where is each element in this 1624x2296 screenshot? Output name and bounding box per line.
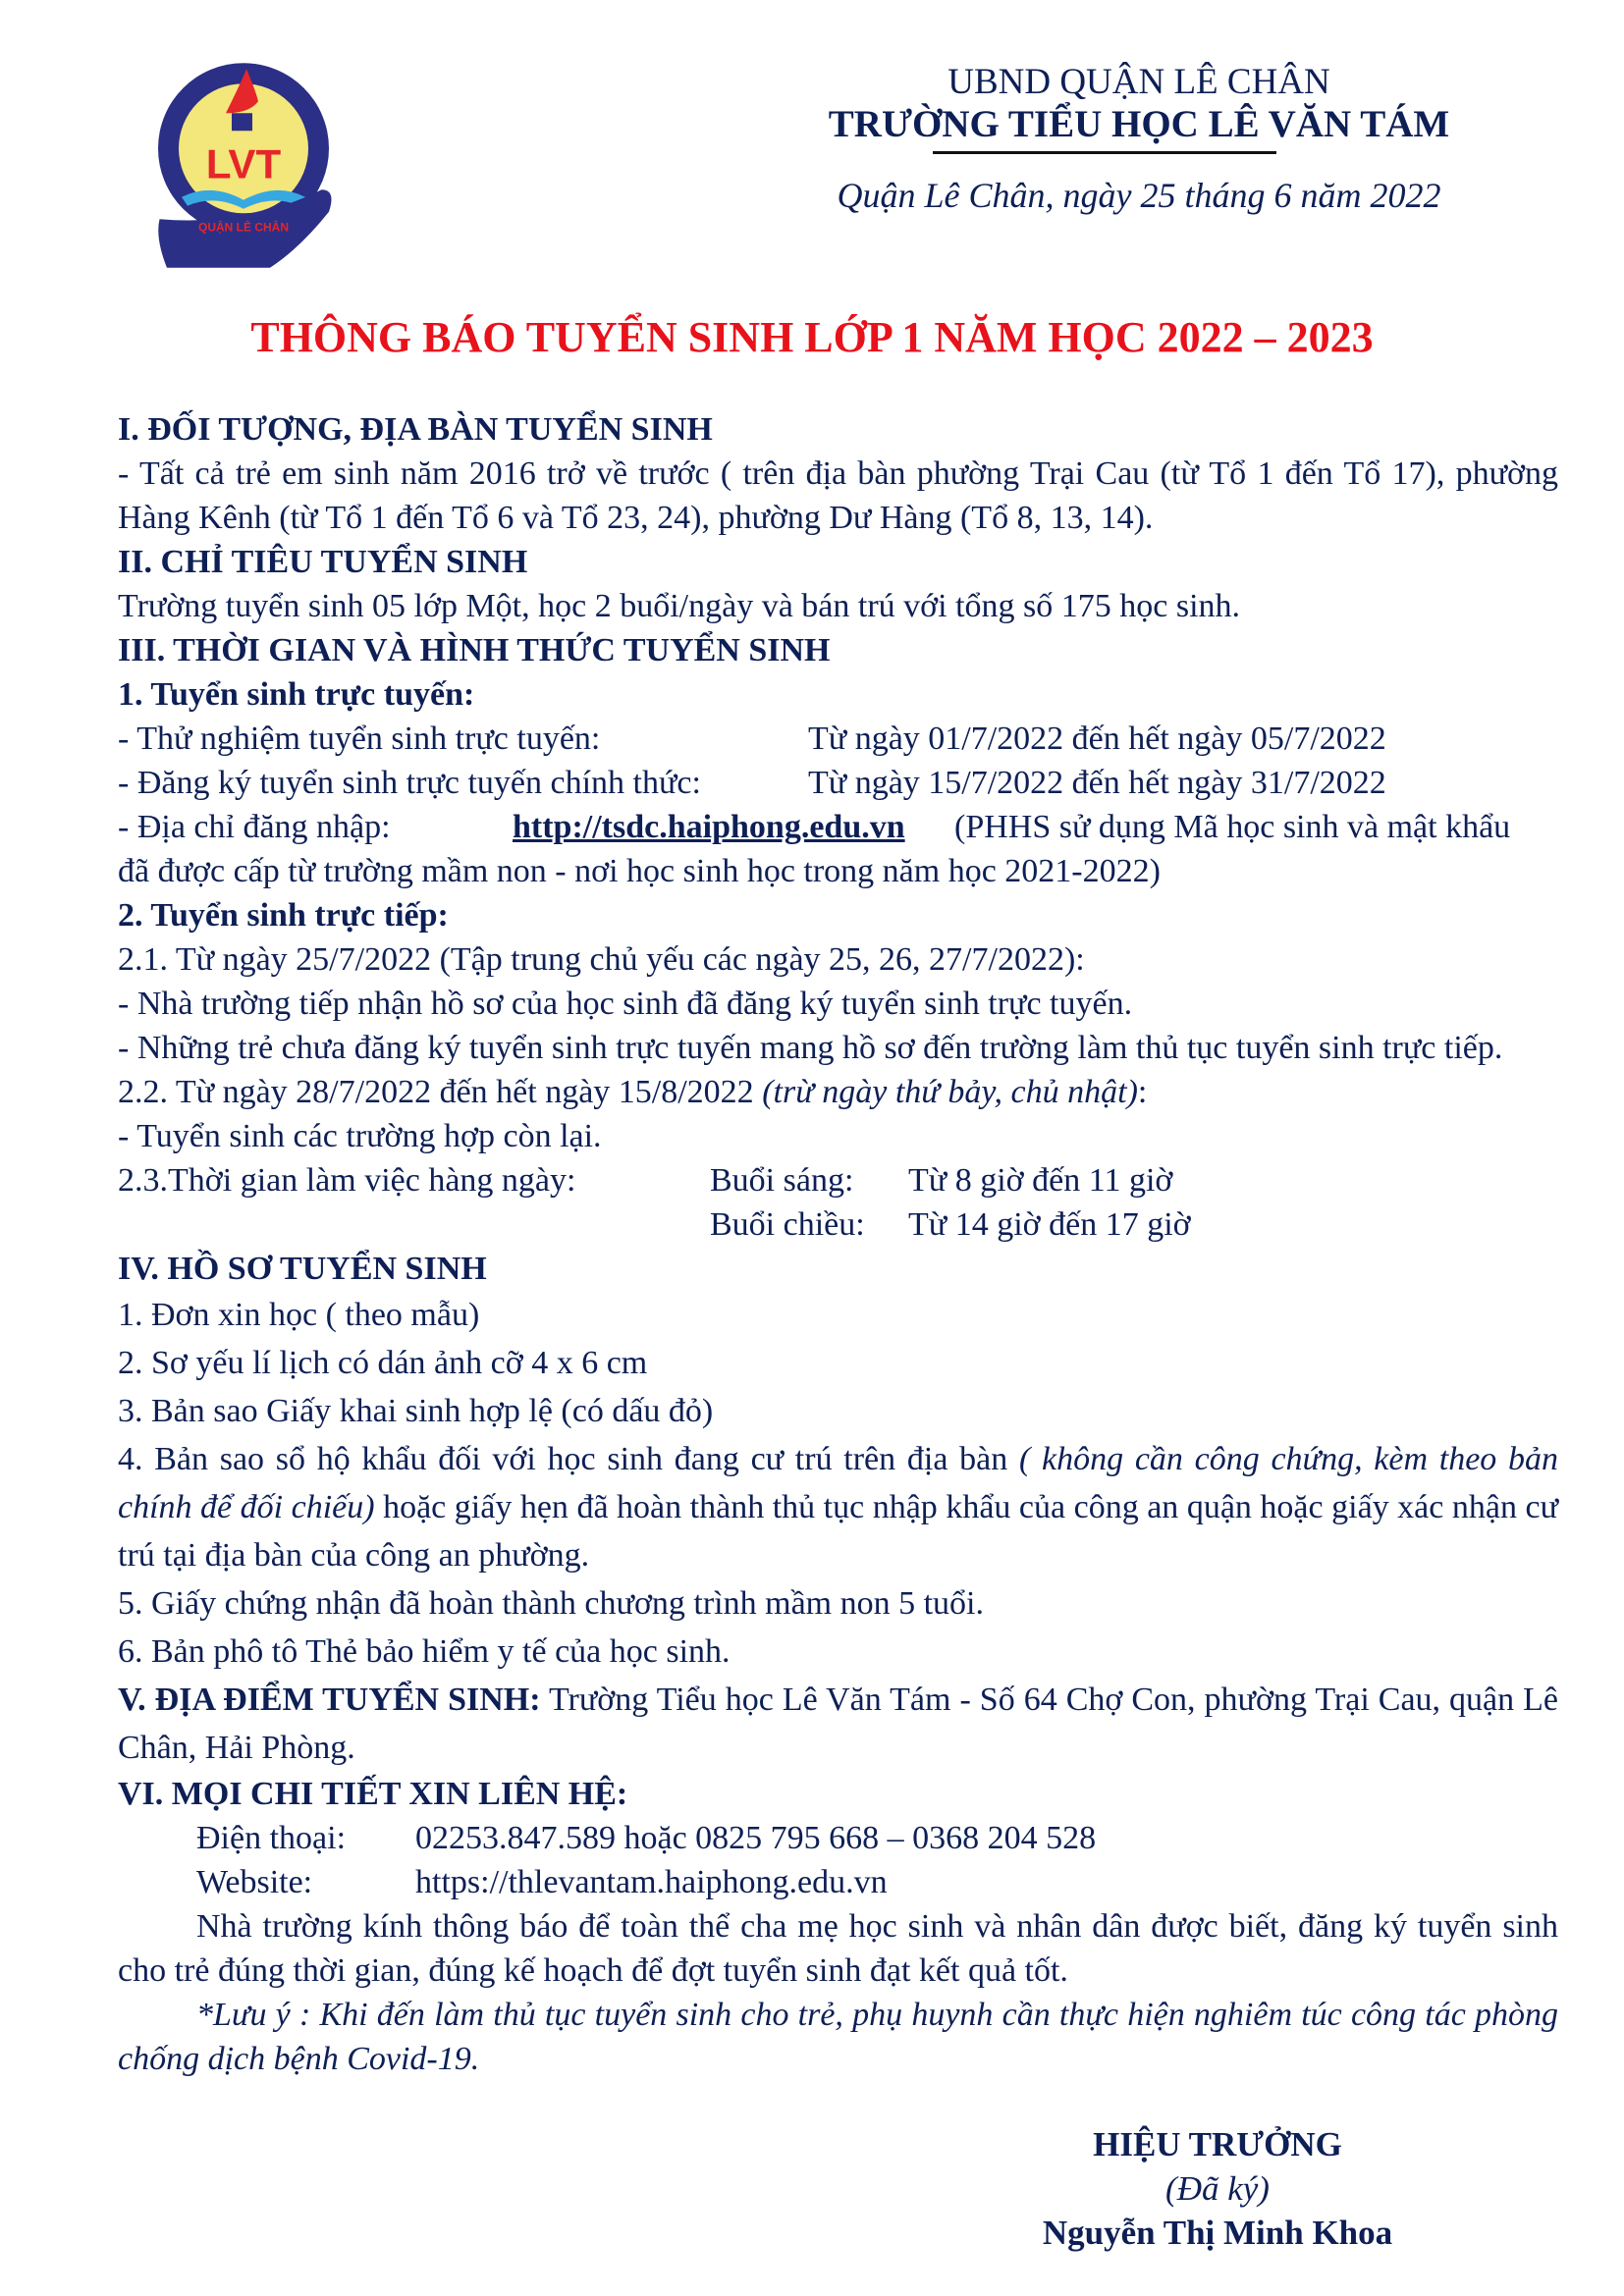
item-2-2-a: - Tuyển sinh các trường hợp còn lại. [118, 1118, 602, 1154]
covid-note: *Lưu ý : Khi đến làm thủ tục tuyển sinh cho trẻ, phụ huynh cần thực hiện nghiêm túc công tác phòng chống dịch bệnh Covid-19. [118, 1997, 1558, 2077]
website-row [118, 1860, 1558, 1904]
issuing-authority: UBND QUẬN LÊ CHÂN [947, 62, 1330, 102]
signature-block [923, 2122, 1512, 2255]
svg-text:QUẬN LÊ CHÂN: QUẬN LÊ CHÂN [198, 220, 289, 235]
login-url-link[interactable]: http://tsdc.haiphong.edu.vn [513, 809, 905, 845]
school-logo [137, 57, 358, 268]
section-4-heading: IV. HỒ SƠ TUYỂN SINH [118, 1251, 487, 1287]
hours-afternoon-row [118, 1202, 1558, 1247]
trial-row [118, 717, 1558, 761]
closing-paragraph: Nhà trường kính thông báo để toàn thể cha mẹ học sinh và nhân dân được biết, đăng ký tuyển sinh cho trẻ đúng thời gian, đúng kế hoạch để đợt tuyển sinh đạt kết quả tốt. [118, 1908, 1558, 1989]
online-heading: 1. Tuyển sinh trực tuyến: [118, 676, 475, 713]
morning-value: Từ 8 giờ đến 11 giờ [908, 1162, 1173, 1199]
login-note-cont: đã được cấp từ trường mầm non - nơi học sinh học trong năm học 2021-2022) [118, 853, 1161, 889]
login-row [118, 805, 1558, 849]
doc-item-1: 1. Đơn xin học ( theo mẫu) [118, 1297, 480, 1333]
signature-status: (Đã ký) [1165, 2169, 1270, 2208]
doc-item-4-note: ( không cần công chứng, kèm theo bản chính để đối chiếu) [118, 1441, 1559, 1525]
doc-item-6: 6. Bản phô tô Thẻ bảo hiểm y tế của học sinh. [118, 1633, 731, 1670]
svg-text:LVT: LVT [205, 140, 282, 187]
phone-label: Điện thoại: [196, 1820, 347, 1856]
item-2-1: 2.1. Từ ngày 25/7/2022 (Tập trung chủ yếu các ngày 25, 26, 27/7/2022): [118, 941, 1085, 978]
official-label: - Đăng ký tuyển sinh trực tuyến chính thức: [118, 765, 701, 801]
item-2-1-b: - Những trẻ chưa đăng ký tuyển sinh trực tuyến mang hồ sơ đến trường làm thủ tục tuyển sinh trực tiếp. [118, 1030, 1503, 1066]
document-title: THÔNG BÁO TUYỂN SINH LỚP 1 NĂM HỌC 2022 – 2023 [250, 313, 1374, 361]
school-name: TRƯỜNG TIỂU HỌC LÊ VĂN TÁM [828, 103, 1450, 145]
official-row [118, 761, 1558, 805]
afternoon-value: Từ 14 giờ đến 17 giờ [908, 1206, 1191, 1243]
signer-role: HIỆU TRƯỞNG [1093, 2125, 1342, 2163]
header-divider [933, 151, 1276, 154]
item-2-1-a: - Nhà trường tiếp nhận hồ sơ của học sinh đã đăng ký tuyển sinh trực tuyến. [118, 986, 1133, 1022]
section-5-text: Trường Tiểu học Lê Văn Tám - Số 64 Chợ Con, phường Trại Cau, quận Lê Chân, Hải Phòng. [118, 1682, 1558, 1766]
section-2-heading: II. CHỈ TIÊU TUYỂN SINH [118, 544, 528, 580]
trial-value: Từ ngày 01/7/2022 đến hết ngày 05/7/2022 [808, 721, 1386, 757]
document-body [118, 407, 1558, 2081]
doc-item-4-text: 4. Bản sao sổ hộ khẩu đối với học sinh đang cư trú trên địa bàn [118, 1441, 1008, 1477]
doc-item-5: 5. Giấy chứng nhận đã hoàn thành chương trình mầm non 5 tuổi. [118, 1585, 985, 1622]
morning-label: Buổi sáng: [710, 1162, 854, 1199]
afternoon-label: Buổi chiều: [710, 1206, 865, 1243]
item-2-2 [118, 1070, 1558, 1114]
section-6-heading: VI. MỌI CHI TIẾT XIN LIÊN HỆ: [118, 1776, 628, 1812]
signer-name: Nguyễn Thị Minh Khoa [1042, 2214, 1393, 2252]
login-label: - Địa chỉ đăng nhập: [118, 809, 391, 845]
official-value: Từ ngày 15/7/2022 đến hết ngày 31/7/2022 [808, 765, 1386, 801]
doc-item-4 [118, 1435, 1558, 1579]
hours-morning-row [118, 1158, 1558, 1202]
section-1-heading: I. ĐỐI TƯỢNG, ĐỊA BÀN TUYỂN SINH [118, 411, 713, 448]
item-2-2-text: 2.2. Từ ngày 28/7/2022 đến hết ngày 15/8/2022 [118, 1074, 754, 1110]
document-date: Quận Lê Chân, ngày 25 tháng 6 năm 2022 [837, 176, 1441, 215]
direct-heading: 2. Tuyển sinh trực tiếp: [118, 897, 449, 934]
section-5 [118, 1676, 1558, 1772]
doc-item-2: 2. Sơ yếu lí lịch có dán ảnh cỡ 4 x 6 cm [118, 1345, 648, 1381]
section-3-heading: III. THỜI GIAN VÀ HÌNH THỨC TUYỂN SINH [118, 632, 831, 668]
item-2-2-colon: : [1137, 1074, 1148, 1110]
phone-value: 02253.847.589 hoặc 0825 795 668 – 0368 204 528 [415, 1820, 1097, 1856]
website-value[interactable]: https://thlevantam.haiphong.edu.vn [415, 1864, 888, 1900]
website-label: Website: [196, 1864, 313, 1900]
section-2-text: Trường tuyển sinh 05 lớp Một, học 2 buổi/ngày và bán trú với tổng số 175 học sinh. [118, 588, 1241, 624]
section-5-heading: V. ĐỊA ĐIỂM TUYỂN SINH: [118, 1682, 541, 1718]
section-1-text: - Tất cả trẻ em sinh năm 2016 trở về trước ( trên địa bàn phường Trại Cau (từ Tổ 1 đến Tổ 17), phường Hàng Kênh (từ Tổ 1 đến Tổ 6 và Tổ 23, 24), phường Dư Hàng (Tổ 8, 13, 14). [118, 455, 1558, 536]
hours-label: 2.3.Thời gian làm việc hàng ngày: [118, 1162, 576, 1199]
phone-row [118, 1816, 1558, 1860]
login-note: (PHHS sử dụng Mã học sinh và mật khẩu [954, 809, 1511, 845]
trial-label: - Thử nghiệm tuyển sinh trực tuyến: [118, 721, 601, 757]
doc-item-3: 3. Bản sao Giấy khai sinh hợp lệ (có dấu đỏ) [118, 1393, 714, 1429]
doc-item-4-cont: hoặc giấy hẹn đã hoàn thành thủ tục nhập khẩu của công an quận hoặc giấy xác nhận cư trú tại địa bàn của công an phường. [118, 1489, 1558, 1574]
item-2-2-note: (trừ ngày thứ bảy, chủ nhật) [762, 1074, 1138, 1110]
